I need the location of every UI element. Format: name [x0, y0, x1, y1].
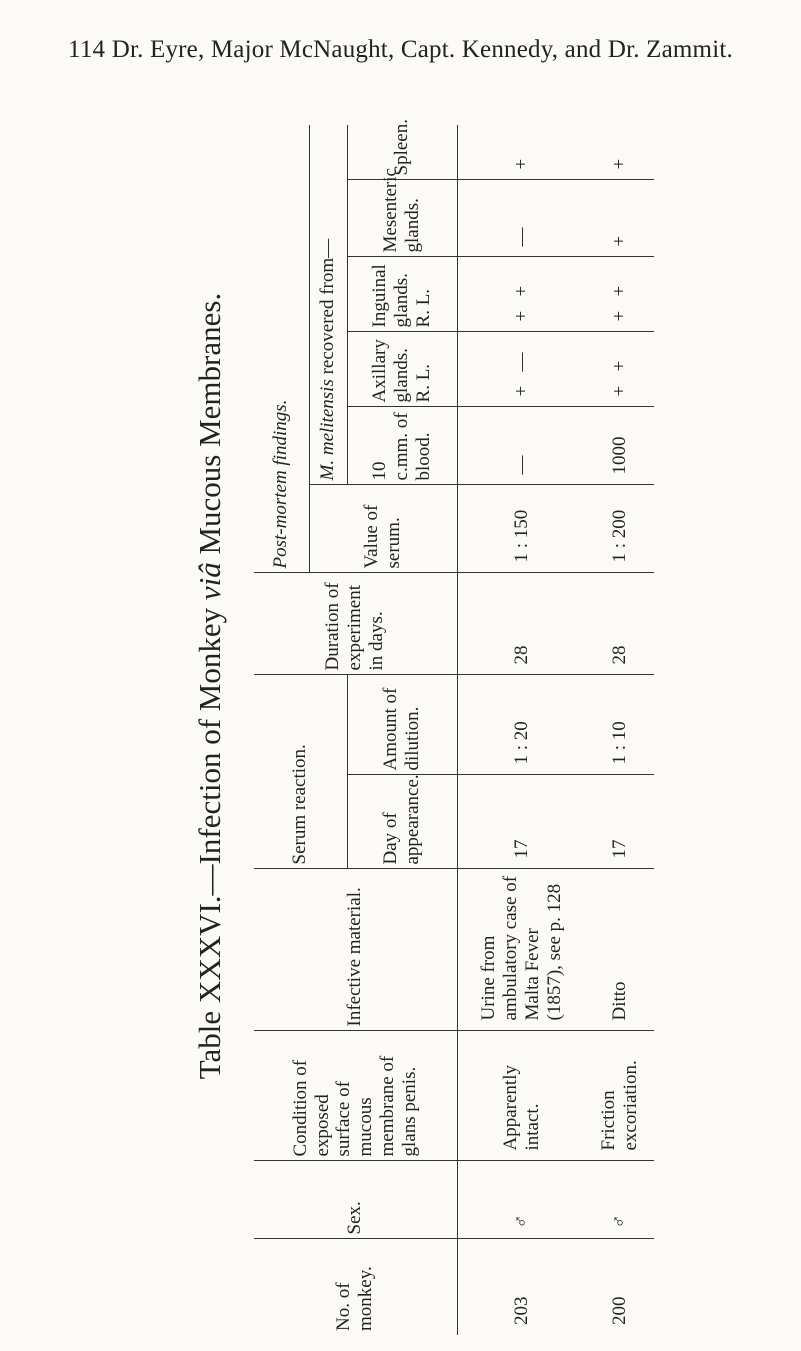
col-no-of-monkey: No. of monkey.: [254, 1239, 457, 1335]
rotated-table-wrapper: [254, 119, 654, 1335]
cell-spleen: +: [511, 158, 533, 170]
cell-axillary-l: —: [511, 352, 533, 372]
cell-dilution: 1 : 10: [587, 675, 654, 775]
cell-inguinal-l: +: [511, 285, 533, 297]
cell-inguinal-r: +: [609, 310, 631, 322]
cell-spleen: +: [609, 158, 631, 170]
col-condition: Condition of exposed surface of mucous membrane of glans penis.: [254, 1031, 457, 1161]
cell-mesenteric: —: [457, 180, 587, 257]
col-sex: Sex.: [254, 1161, 457, 1239]
recovered-species: melitensis: [317, 379, 339, 456]
cell-blood: 1000: [587, 407, 654, 485]
cell-inguinal: [587, 257, 654, 332]
group-recovered-from: [309, 125, 347, 485]
col-inguinal: Inguinal glands. R. L.: [347, 257, 457, 332]
col-infective-material: Infective material.: [254, 869, 457, 1031]
cell-inguinal: [457, 257, 587, 332]
cell-blood: —: [457, 407, 587, 485]
page-number: 114: [68, 36, 106, 63]
col-axillary: Axillary glands. R. L.: [347, 332, 457, 407]
cell-axillary-r: +: [511, 385, 533, 397]
cell-axillary: [587, 332, 654, 407]
cell-duration: 28: [457, 573, 587, 675]
cell-dilution: 1 : 20: [457, 675, 587, 775]
cell-axillary-l: +: [609, 360, 631, 372]
page-header: [0, 36, 801, 64]
cell-inguinal-l: +: [609, 285, 631, 297]
cell-axillary: [457, 332, 587, 407]
cell-condition: Apparently intact.: [457, 1031, 587, 1161]
col-blood: 10 c.mm. of blood.: [347, 407, 457, 485]
cell-axillary-r: +: [609, 385, 631, 397]
table-row: [457, 125, 587, 1335]
cell-material: Urine from ambulatory case of Malta Fever (1857), see p. 128: [457, 869, 587, 1031]
results-table: [254, 119, 654, 1335]
table-caption: [190, 136, 230, 1236]
col-day-of-appearance: Day of appearance.: [347, 775, 457, 869]
caption-suffix: Mucous Membranes.: [192, 292, 227, 555]
col-spleen: Spleen.: [347, 125, 457, 180]
cell-mesenteric: +: [587, 180, 654, 257]
cell-inguinal-r: +: [511, 310, 533, 322]
col-duration: Duration of experiment in days.: [254, 573, 457, 675]
cell-material: Ditto: [587, 869, 654, 1031]
cell-sex: ♂: [457, 1161, 587, 1239]
col-amount-of-dilution: Amount of dilution.: [347, 675, 457, 775]
group-serum-reaction: Serum reaction.: [254, 675, 347, 869]
cell-no: 203: [457, 1239, 587, 1335]
cell-no: 200: [587, 1239, 654, 1335]
table-row: [587, 125, 654, 1335]
group-post-mortem: Post-mortem findings.: [254, 125, 309, 573]
col-mesenteric: Mesenteric glands.: [347, 180, 457, 257]
cell-duration: 28: [587, 573, 654, 675]
caption-prefix: Table XXXVI.—Infection of Monkey: [192, 607, 227, 1080]
group-header-row: [254, 125, 309, 1335]
cell-serum-value: 1 : 200: [587, 485, 654, 573]
recovered-suffix: recovered from—: [317, 238, 339, 375]
recovered-prefix: M.: [317, 459, 339, 481]
col-value-of-serum: Value of serum.: [309, 485, 457, 573]
page-authors: Dr. Eyre, Major McNaught, Capt. Kennedy, and Dr. Zammit.: [111, 36, 733, 63]
caption-italic: viâ: [192, 562, 227, 601]
cell-condition: Friction excoriation.: [587, 1031, 654, 1161]
cell-day: 17: [587, 775, 654, 869]
cell-day: 17: [457, 775, 587, 869]
cell-sex: ♂: [587, 1161, 654, 1239]
cell-serum-value: 1 : 150: [457, 485, 587, 573]
